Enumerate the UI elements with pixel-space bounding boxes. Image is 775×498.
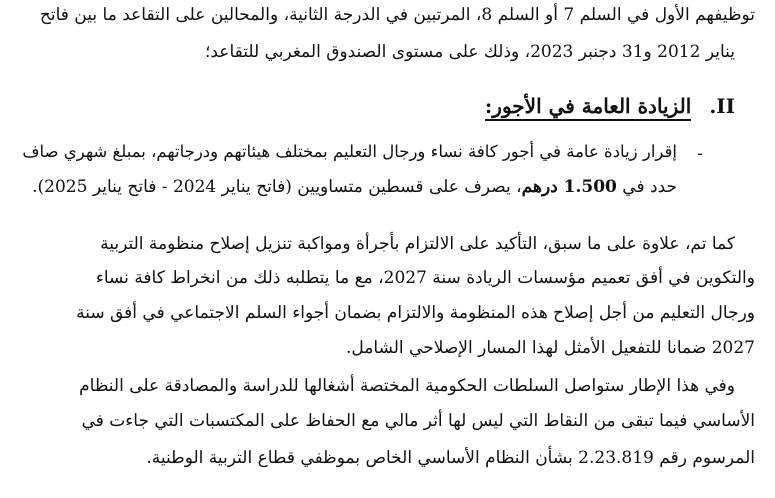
bullet-line-2 bbox=[32, 175, 677, 199]
paragraph-1-line-4: 2027 ضمانا للتفعيل الأمثل لهذا المسار الإصلاحي الشامل. bbox=[346, 338, 755, 358]
section-number: II. bbox=[709, 94, 735, 118]
bullet-line-2-post: ، يصرف على قسطين متساويين (فاتح يناير 2024 - فاتح يناير 2025). bbox=[32, 177, 522, 197]
paragraph-2-line-1: وفي هذا الإطار ستواصل السلطات الحكومية المختصة أشغالها للدراسة والمصادقة على النظام bbox=[79, 376, 735, 396]
section-heading bbox=[485, 92, 735, 120]
section-title: الزيادة العامة في الأجور: bbox=[485, 94, 691, 121]
paragraph-1-line-3: ورجال التعليم من أجل إصلاح هذه المنظومة والالتزام بضمان أجواء السلم الاجتماعي في أفق سنة bbox=[76, 303, 755, 323]
paragraph-2-line-2: الأساسي فيما تبقى من النقاط التي ليس لها أثر مالي مع الحفاظ على المكتسبات التي جاءت في bbox=[81, 411, 755, 431]
paragraph-2-line-3: المرسوم رقم 2.23.819 بشأن النظام الأساسي الخاص بموظفي قطاع التربية الوطنية. bbox=[146, 448, 755, 468]
salary-amount: 1.500 درهم bbox=[521, 177, 617, 197]
paragraph-1-line-1: كما تم، علاوة على ما سبق، التأكيد على الالتزام بأجرأة ومواكبة تنزيل إصلاح منظومة التربية bbox=[100, 234, 735, 254]
bullet-line-2-pre: حدد في bbox=[622, 177, 677, 197]
paragraph-1-line-2: والتكوين في أفق تعميم مؤسسات الريادة سنة 2027، مع ما يتطلبه ذلك من انخراط كافة نساء bbox=[95, 268, 755, 288]
bullet-line-1: إقرار زيادة عامة في أجور كافة نساء ورجال التعليم بمختلف هيئاتهم ودرجاتهم، بمبلغ شهري صاف bbox=[22, 142, 677, 161]
intro-line-2: يناير 2012 و31 دجنبر 2023، وذلك على مستوى الصندوق المغربي للتقاعد؛ bbox=[204, 42, 735, 62]
intro-line-1: توظيفهم الأول في السلم 7 أو السلم 8، المرتبين في الدرجة الثانية، والمحالين على التقاعد ما بين فاتح bbox=[39, 5, 755, 25]
bullet-marker: - bbox=[697, 144, 703, 164]
